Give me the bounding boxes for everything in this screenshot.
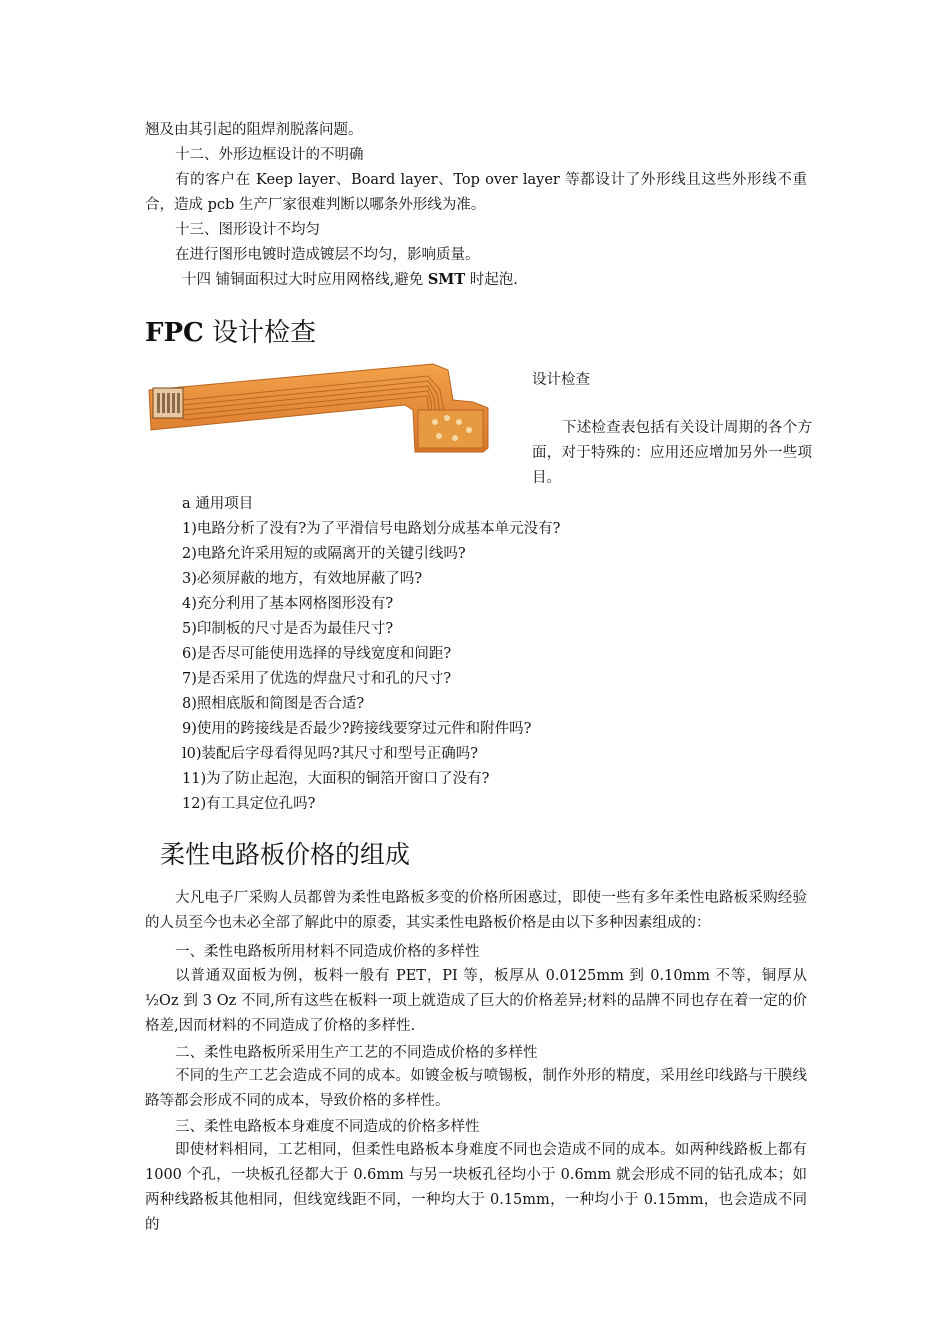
price-paragraph: 即使材料相同，工艺相同，但柔性电路板本身难度不同也会造成不同的成本。如两种线路板上都有 1000 个孔，一块板孔径都大于 0.6mm 与另一块板孔径均小于 0.6mm 就会形成不同的钻孔成本；如两种线路板其他相同，但线宽线距不同，一种均大于 0.15mm，一种均小于 0.15mm，也会造成不同的: [145, 1142, 807, 1233]
checklist-item: 3)必须屏蔽的地方，有效地屏蔽了吗?: [182, 571, 423, 587]
checklist-item: 12)有工具定位孔吗?: [182, 796, 316, 812]
checklist-item: 11)为了防止起泡，大面积的铜箔开窗口了没有?: [182, 771, 490, 787]
paragraph-outline: 有的客户在 Keep layer、Board layer、Top over layer 等都设计了外形线且这些外形线不重合，造成 pcb 生产厂家很难判断以哪条外形线为准。: [145, 172, 807, 213]
checklist-item: 4)充分利用了基本网格图形没有?: [182, 596, 394, 612]
price-subheading: 三、柔性电路板本身难度不同造成的价格多样性: [175, 1119, 480, 1135]
side-paragraph: 下述检查表包括有关设计周期的各个方面，对于特殊的：应用还应增加另外一些项目。: [532, 420, 812, 486]
checklist-item: 5)印制板的尺寸是否为最佳尺寸?: [182, 621, 394, 637]
checklist-item: 1)电路分析了没有?为了平滑信号电路划分成基本单元没有?: [182, 521, 561, 537]
fpc-board-image: [143, 360, 498, 460]
price-paragraph: 大凡电子厂采购人员都曾为柔性电路板多变的价格所困惑过，即使一些有多年柔性电路板采购经验的人员至今也未必全部了解此中的原委，其实柔性电路板价格是由以下多种因素组成的：: [145, 890, 807, 931]
price-composition-heading: 柔性电路板价格的组成: [160, 840, 411, 869]
text-line: 翘及由其引起的阻焊剂脱落问题。: [145, 122, 363, 138]
price-subheading: 二、柔性电路板所采用生产工艺的不同造成价格的多样性: [175, 1045, 538, 1061]
section-heading-14: 十四 铺铜面积过大时应用网格线,避免 SMT 时起泡.: [182, 271, 518, 288]
section-heading-12: 十二、外形边框设计的不明确: [175, 147, 364, 163]
checklist-item: 2)电路允许采用短的或隔离开的关键引线吗?: [182, 546, 466, 562]
side-title: 设计检查: [532, 372, 590, 388]
checklist-item: a 通用项目: [182, 496, 254, 512]
price-subheading: 一、柔性电路板所用材料不同造成价格的多样性: [175, 944, 480, 960]
price-paragraph: 以普通双面板为例，板料一般有 PET，PI 等，板厚从 0.0125mm 到 0.10mm 不等，铜厚从½Oz 到 3 Oz 不同,所有这些在板料一项上就造成了巨大的价格差异;材料的品牌不同也存在着一定的价格差,因而材料的不同造成了价格的多样性.: [145, 968, 807, 1034]
checklist-item: l0)装配后字母看得见吗?其尺寸和型号正确吗?: [182, 746, 479, 762]
checklist-item: 8)照相底版和简图是否合适?: [182, 696, 365, 712]
section-heading-13: 十三、图形设计不均匀: [175, 222, 320, 238]
text-line: 在进行图形电镀时造成镀层不均匀，影响质量。: [175, 247, 480, 263]
price-paragraph: 不同的生产工艺会造成不同的成本。如镀金板与喷锡板，制作外形的精度，采用丝印线路与干膜线路等都会形成不同的成本，导致价格的多样性。: [145, 1068, 807, 1109]
checklist-item: 6)是否尽可能使用选择的导线宽度和间距?: [182, 646, 452, 662]
fpc-design-check-heading: FPC 设计检查: [145, 318, 316, 348]
checklist-item: 7)是否采用了优选的焊盘尺寸和孔的尺寸?: [182, 671, 452, 687]
checklist-item: 9)使用的跨接线是否最少?跨接线要穿过元件和附件吗?: [182, 721, 532, 737]
